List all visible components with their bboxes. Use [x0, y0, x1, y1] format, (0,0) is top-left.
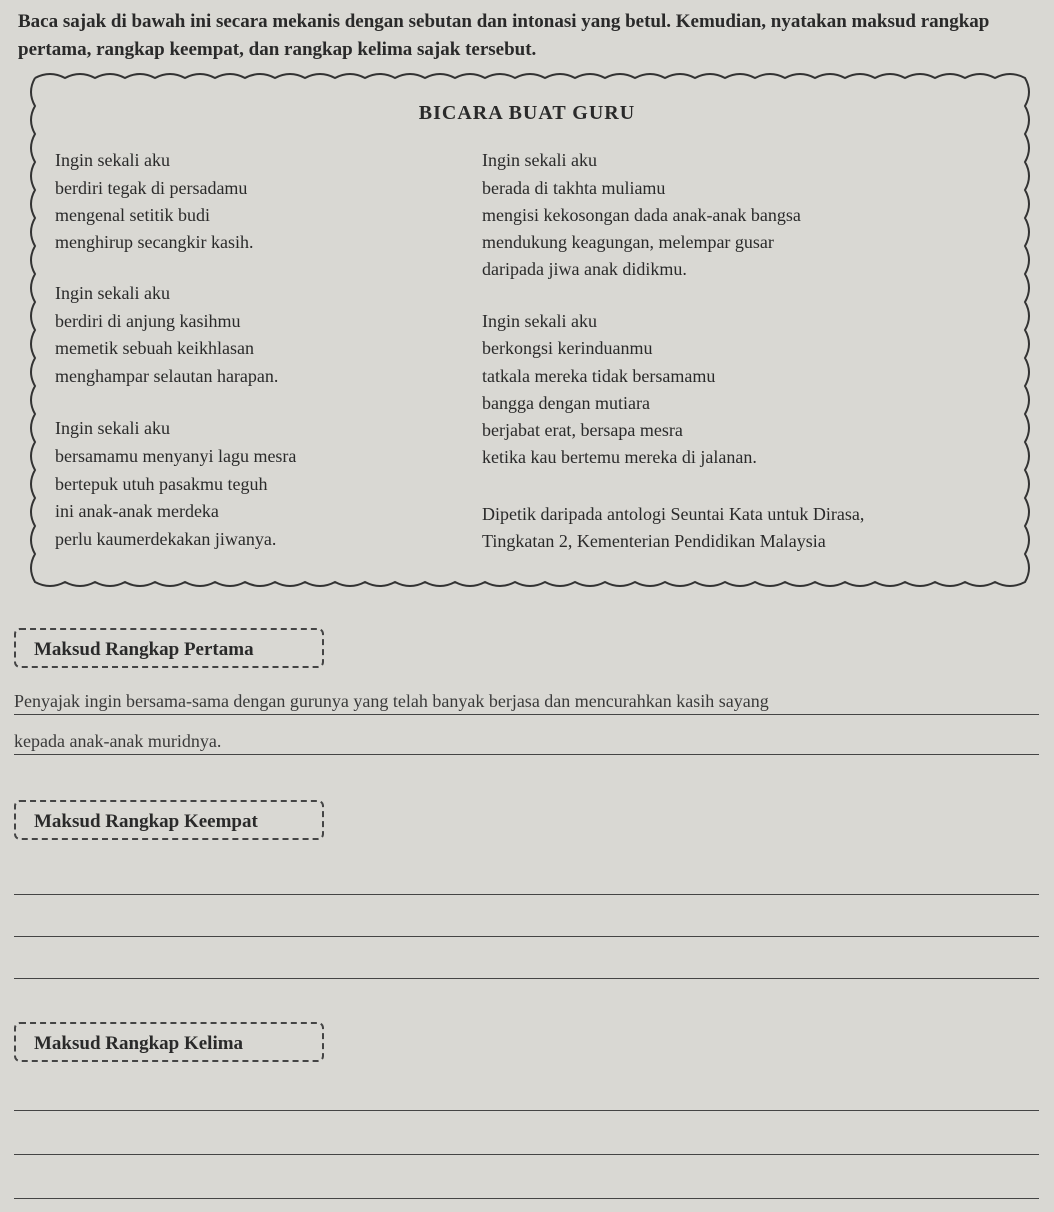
poem-line-right: mendukung keagungan, melempar gusar — [482, 232, 774, 252]
poem-line-left: berdiri di anjung kasihmu — [55, 311, 241, 331]
answer-line[interactable]: kepada anak-anak muridnya. — [14, 728, 1039, 755]
answer-line[interactable] — [14, 910, 1039, 937]
section-label: Maksud Rangkap Pertama — [14, 628, 324, 668]
poem-line-right: Ingin sekali aku — [482, 150, 597, 170]
section-label: Maksud Rangkap Keempat — [14, 800, 324, 840]
poem-line-left: Ingin sekali aku — [55, 283, 170, 303]
poem-line-right: mengisi kekosongan dada anak-anak bangsa — [482, 205, 801, 225]
poem-line-left: menghirup secangkir kasih. — [55, 232, 254, 252]
poem-line-left: memetik sebuah keikhlasan — [55, 338, 254, 358]
poem-line-right: daripada jiwa anak didikmu. — [482, 259, 687, 279]
poem-line-left: bertepuk utuh pasakmu teguh — [55, 474, 268, 494]
poem-line-left: perlu kaumerdekakan jiwanya. — [55, 529, 277, 549]
poem-line-left: Ingin sekali aku — [55, 150, 170, 170]
poem-line-right: ketika kau bertemu mereka di jalanan. — [482, 447, 757, 467]
poem-line-left: bersamamu menyanyi lagu mesra — [55, 446, 297, 466]
answer-line[interactable] — [14, 1128, 1039, 1155]
answer-line[interactable] — [14, 952, 1039, 979]
poem-line-right: tatkala mereka tidak bersamamu — [482, 366, 716, 386]
poem-line-right: berkongsi kerinduanmu — [482, 338, 653, 358]
poem-line-left: ini anak-anak merdeka — [55, 501, 219, 521]
poem-line-left: menghampar selautan harapan. — [55, 366, 279, 386]
poem-line-left: berdiri tegak di persadamu — [55, 178, 248, 198]
answer-line[interactable] — [14, 868, 1039, 895]
answer-line[interactable] — [14, 1084, 1039, 1111]
poem-line-left: Ingin sekali aku — [55, 418, 170, 438]
poem-source: Dipetik daripada antologi Seuntai Kata untuk Dirasa, — [482, 504, 865, 524]
poem-title: BICARA BUAT GURU — [418, 102, 636, 124]
poem-line-right: berada di takhta muliamu — [482, 178, 666, 198]
poem-line-right: berjabat erat, bersapa mesra — [482, 420, 683, 440]
section-label: Maksud Rangkap Kelima — [14, 1022, 324, 1062]
instruction: Baca sajak di bawah ini secara mekanis dengan sebutan dan intonasi yang betul. Kemudian, nyatakan maksud rangkap pertama, rangkap keempat, dan rangkap kelima sajak tersebut. — [18, 11, 990, 60]
answer-line[interactable]: Penyajak ingin bersama-sama dengan gurunya yang telah banyak berjasa dan mencurahkan kasih sayang — [14, 688, 1039, 715]
answer-line[interactable] — [14, 1172, 1039, 1199]
poem-line-left: mengenal setitik budi — [55, 205, 210, 225]
poem-line-right: bangga dengan mutiara — [482, 393, 650, 413]
poem-source: Tingkatan 2, Kementerian Pendidikan Malaysia — [482, 531, 826, 551]
poem-line-right: Ingin sekali aku — [482, 311, 597, 331]
